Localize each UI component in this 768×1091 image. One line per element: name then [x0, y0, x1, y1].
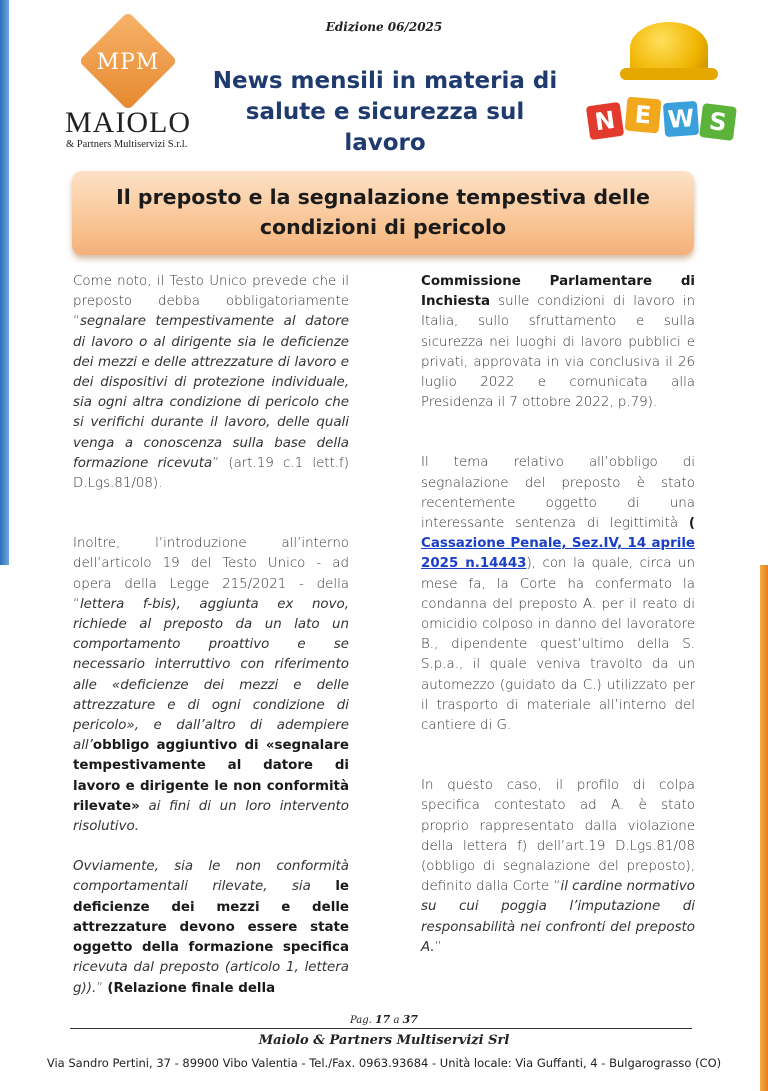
text-run: ), con la quale, circa un mese fa, la Corte ha confermato la condanna del preposto A. per il reato di omicidio colposo in danno del lavoratore B., dipendente quest’ultimo della S. S.p.a., il quale veniva travolto da un automezzo (guidato da C.) utilizzato per il trasporto di materiale all’interno del cantiere di G.: [421, 556, 695, 734]
newsletter-title-line2: salute e sicurezza sul lavoro: [245, 99, 525, 156]
italic-text: lettera f-bis), aggiunta ex novo, richiede al preposto da un lato un comportamento proattivo e se necessario interruttivo con riferimento alle «deficienze dei mezzi e delle attrezzature e di ogni condizione di pericolo», e dall’altro di adempiere all’: [73, 596, 349, 754]
newsletter-title-line1: News mensili in materia di: [212, 68, 558, 94]
hard-hat-brim: [620, 68, 718, 80]
company-logo: [60, 22, 200, 152]
text-run: In questo caso, il profilo di colpa specifica contestato ad A. è stato proprio rappresentato dalla violazione della lettera f) dell’art.19 D.Lgs.81/08 (obbligo di segnalazione del preposto), definito dalla Corte “: [421, 778, 695, 895]
page-number: [0, 1013, 768, 1026]
text-run: ”: [434, 939, 442, 955]
italic-text: Ovviamente, sia le non conformità comportamentali rilevate, sia: [73, 859, 349, 895]
text-run: sulle condizioni di lavoro in Italia, sullo sfruttamento e sulla sicurezza nei luoghi di lavoro pubblici e privati, approvata in via conclusiva il 26 luglio 2022 e comunicata alla Presidenza il 7 ottobre 2022, p.79).: [421, 294, 695, 411]
hard-hat-dome: [630, 22, 708, 74]
news-block-s: S: [699, 103, 737, 141]
left-column: [73, 272, 349, 999]
right-paragraph-1: [421, 272, 695, 413]
left-accent-bar: [0, 0, 9, 565]
page-total: 37: [402, 1013, 418, 1026]
left-paragraph-1: [73, 272, 349, 494]
newsletter-title: [205, 66, 565, 159]
right-paragraph-2: [421, 453, 695, 736]
text-run: ”: [96, 980, 108, 996]
italic-text: il cardine normativo su cui poggia l’imputazione di responsabilità nei confronti del preposto A.: [421, 879, 695, 955]
bold-text: (Relazione finale della: [107, 980, 276, 996]
news-block-n: N: [586, 102, 624, 140]
news-block-e: E: [625, 97, 662, 134]
right-paragraph-3: [421, 776, 695, 958]
text-run: ” (art.19 c.1 lett.f) D.Lgs.81/08).: [73, 455, 349, 492]
cassazione-link[interactable]: Cassazione Penale, Sez.IV, 14 aprile 2025 n.14443: [421, 536, 695, 572]
bold-text: Commissione Parlamentare di Inchiesta: [421, 274, 695, 310]
right-column: [421, 272, 695, 958]
bold-text: (: [688, 516, 695, 532]
hard-hat-icon: [620, 22, 718, 86]
left-paragraph-2: [73, 534, 349, 837]
footer-divider: [70, 1028, 692, 1029]
page-prefix: Pag.: [350, 1015, 376, 1026]
article-title-banner: [72, 171, 694, 255]
left-paragraph-3: [73, 857, 349, 998]
bold-text: le deficienze dei mezzi e delle attrezzature devono essere state oggetto della formazione specifica: [73, 879, 349, 956]
logo-initials: MPM: [96, 50, 160, 75]
article-title-line1: Il preposto e la segnalazione tempestiva delle: [116, 185, 650, 209]
text-run: Inoltre, l’introduzione all’interno dell’articolo 19 del Testo Unico - ad opera della Legge 215/2021 - della “: [73, 536, 349, 612]
article-title: [72, 182, 694, 242]
footer-address: Via Sandro Pertini, 37 - 89900 Vibo Valentia - Tel./Fax. 0963.93684 - Unità locale: Via Guffanti, 4 - Bulgarograsso (CO): [46, 1056, 722, 1070]
italic-text: ricevuta dal preposto (articolo 1, lettera g)).: [73, 960, 349, 996]
footer-company: Maiolo & Partners Multiservizi Srl: [258, 1033, 510, 1048]
text-run: Come noto, il Testo Unico prevede che il preposto debba obbligatoriamente “: [73, 274, 349, 330]
news-blocks-graphic: [588, 98, 738, 140]
text-run: Il tema relativo all’obbligo di segnalazione del preposto è stato recentemente oggetto di una interessante sentenza di legittimità: [421, 455, 695, 532]
bold-text: obbligo aggiuntivo di «segnalare tempestivamente al datore di lavoro e dirigente le non conformità rilevate»: [73, 738, 349, 814]
edition-label: Edizione 06/2025: [325, 20, 443, 34]
article-title-line2: condizioni di pericolo: [259, 215, 507, 239]
logo-name: MAIOLO: [65, 106, 191, 139]
italic-text: ai fini di un loro intervento risolutivo.: [73, 798, 349, 835]
page-current: 17: [375, 1013, 391, 1026]
quoted-text: segnalare tempestivamente al datore di lavoro o al dirigente sia le deficienze dei mezzi e delle attrezzature di lavoro e dei dispositivi di protezione individuale, sia ogni altra condizione di pericolo che si verifichi durante il lavoro, delle quali venga a conoscenza sulla base della formazione ricevuta: [73, 314, 349, 471]
logo-subtitle: & Partners Multiservizi S.r.l.: [66, 139, 188, 150]
page-separator: a: [390, 1015, 403, 1026]
news-block-w: W: [663, 101, 699, 137]
